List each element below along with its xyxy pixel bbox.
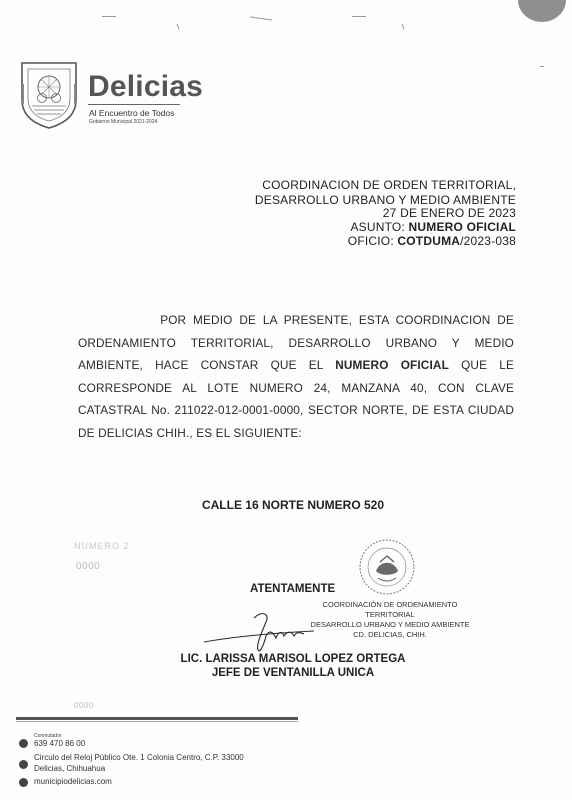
stamp-line-2: DESARROLLO URBANO Y MEDIO AMBIENTE [310,620,470,629]
footer-phone: 639 470 86 00 [34,739,86,748]
footer-divider-thin [16,721,298,722]
brand-name: Delicias [88,70,204,103]
scan-speck [177,24,180,30]
scan-speck [402,24,405,30]
official-address: CALLE 16 NORTE NUMERO 520 [201,498,385,512]
department-stamp [304,600,476,640]
office-code-number: /2023-038 [460,234,516,248]
brand-slogan: Al Encuentro de Todos [89,108,175,118]
letter-date: 27 DE ENERO DE 2023 [382,206,516,220]
subject-label: ASUNTO: [350,220,405,234]
scan-corner-shadow [518,0,566,22]
office-label: OFICIO: [347,234,394,248]
location-icon [19,760,28,769]
signer-name: LIC. LARISSA MARISOL LOPEZ ORTEGA [180,653,406,665]
letter-body [78,309,514,444]
closing-phrase: ATENTAMENTE [250,583,336,595]
government-period: Gobierno Municipal 2021-2024 [89,119,158,125]
office-code-prefix: COTDUMA [397,234,461,248]
phone-label: Conmutador [34,733,62,739]
scan-speck [540,66,544,67]
body-bold-term: NUMERO OFICIAL [335,358,449,372]
department-line-1: COORDINACION DE ORDEN TERRITORIAL, [262,178,516,192]
brand-divider [88,104,180,105]
scan-speck [102,16,116,17]
faint-mark: NUMERO 2 [74,541,130,551]
official-seal [358,538,416,596]
handwritten-signature [196,604,316,654]
footer-address-line-2: Delicias, Chihuahua [34,764,106,773]
faint-mark: 0000 [74,701,94,710]
subject-line [350,220,516,234]
body-text-part-2: QUE LE CORRESPONDE AL LOTE NUMERO 24, MANZANA 40, CON CLAVE CATASTRAL No. 211022-012-0001-0000, SECTOR NORTE, DE ESTA CIUDAD DE DELICIAS CHIH., ES EL SIGUIENTE: [78,358,514,440]
web-icon [19,778,28,787]
scan-speck [352,16,366,17]
faint-mark: 0000 [76,561,101,572]
footer-address-line-1: Circulo del Reloj Público Ote. 1 Colonia Centro, C.P. 33000 [34,753,244,762]
body-text-part-1: POR MEDIO DE LA PRESENTE, ESTA COORDINACION DE ORDENAMIENTO TERRITORIAL, DESARROLLO URBANO Y MEDIO AMBIENTE, HACE CONSTAR QUE EL [78,313,514,372]
signer-title: JEFE DE VENTANILLA UNICA [211,667,375,679]
signer-block [0,652,572,680]
phone-icon [19,739,28,748]
department-line-2: DESARROLLO URBANO Y MEDIO AMBIENTE [254,193,516,207]
scan-speck [250,16,272,20]
footer-website: municipiodelicias.com [34,777,112,786]
subject-value: NUMERO OFICIAL [408,220,516,234]
stamp-line-1: COORDINACIÓN DE ORDENAMIENTO TERRITORIAL [322,600,458,619]
office-line [348,234,516,248]
city-crest-logo [18,60,80,130]
stamp-line-3: CD. DELICIAS, CHIH. [353,630,427,639]
footer-divider [16,717,298,720]
